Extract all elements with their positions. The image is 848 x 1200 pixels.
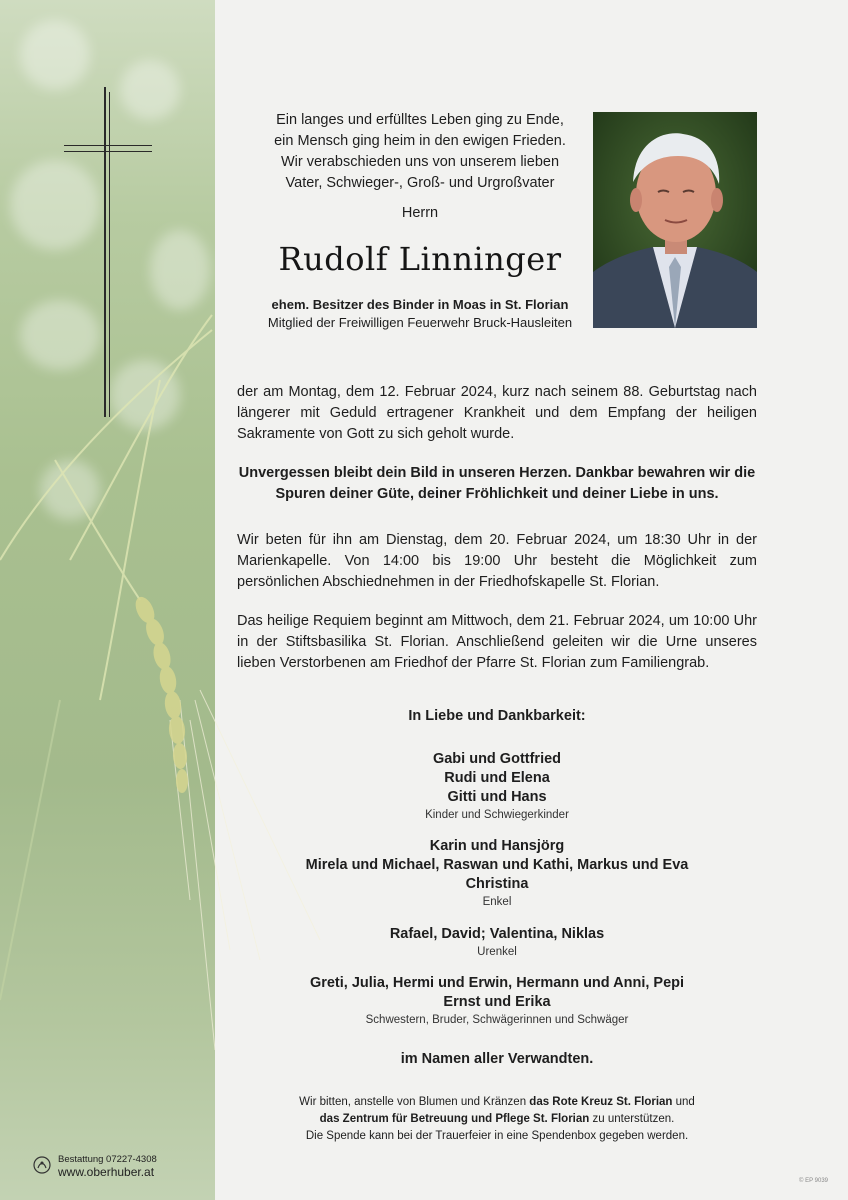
death-notice-paragraph: der am Montag, dem 12. Februar 2024, kurz nach seinem 88. Geburtstag nach längerer mit Geduld ertragener Krankheit und dem Empfang der heiligen Sakramente von Gott zu sich geholt wurde. (237, 384, 757, 442)
intro-line: ein Mensch ging heim in den ewigen Frieden. (274, 133, 566, 149)
donation-line (237, 1111, 757, 1128)
request-text: und (672, 1096, 695, 1108)
bokeh-light (20, 300, 100, 370)
donation-line: Die Spende kann bei der Trauerfeier in eine Spendenbox gegeben werden. (305, 1130, 689, 1142)
salutation: Herrn (401, 205, 439, 221)
funeral-home-website[interactable]: www.oberhuber.at (58, 1165, 155, 1179)
request-text: zu unterstützen. (589, 1113, 675, 1125)
request-text: Wir bitten, anstelle von Blumen und Kränzen (299, 1096, 530, 1108)
relation-label: Schwestern, Bruder, Schwägerinnen und Schwäger (365, 1014, 629, 1026)
mourners-heading: In Liebe und Dankbarkeit: (408, 708, 586, 724)
intro-verse (235, 110, 605, 194)
obituary-main (215, 0, 848, 1200)
funeral-home-logo-icon (32, 1155, 52, 1175)
portrait-photo (593, 112, 757, 328)
print-code: © EP 9039 (799, 1178, 828, 1184)
cross-icon-bar (64, 145, 152, 146)
relation-label: Urenkel (477, 946, 517, 958)
requiem-paragraph: Das heilige Requiem beginnt am Mittwoch, dem 21. Februar 2024, um 10:00 Uhr in der Stiftsbasilika St. Florian. Anschließend geleiten wir die Urne unseres lieben Verstorbenen am Friedhof der Pfarre St. Florian zum Familiengrab. (237, 613, 757, 671)
intro-line: Ein langes und erfülltes Leben ging zu Ende, (276, 112, 564, 128)
motto-line: Unvergessen bleibt dein Bild in unseren Herzen. Dankbar bewahren wir die (238, 465, 756, 481)
prayer-service-paragraph: Wir beten für ihn am Dienstag, dem 20. Februar 2024, um 18:30 Uhr in der Marienkapelle. Von 14:00 bis 19:00 Uhr besteht die Möglichkeit zum persönlichen Abschiednehmen in der Friedhofskapelle St. Florian. (237, 532, 757, 590)
org-red-cross: das Rote Kreuz St. Florian (529, 1096, 673, 1108)
intro-line: Vater, Schwieger-, Groß- und Urgroßvater (285, 175, 555, 191)
great-grandchildren-group (237, 925, 757, 960)
bokeh-light (110, 360, 180, 430)
memorial-motto (237, 463, 757, 505)
decorative-side-panel (0, 0, 215, 1200)
mourner-names: Mirela und Michael, Raswan und Kathi, Markus und Eva (305, 857, 689, 873)
donation-line (237, 1094, 757, 1111)
mourner-names: Rafael, David; Valentina, Niklas (389, 926, 605, 942)
bokeh-light (10, 160, 100, 250)
mourner-names: Greti, Julia, Hermi und Erwin, Hermann und Anni, Pepi (309, 975, 685, 991)
org-care-center: das Zentrum für Betreuung und Pflege St. Florian (319, 1113, 590, 1125)
children-group (237, 750, 757, 823)
intro-line: Wir verabschieden uns von unserem lieben (280, 154, 560, 170)
relation-label: Enkel (482, 896, 512, 908)
mourner-names: Gitti und Hans (447, 789, 547, 805)
mourner-names: Rudi und Elena (444, 770, 550, 786)
funeral-home-footer (58, 1154, 157, 1178)
relation-label: Kinder und Schwiegerkinder (425, 809, 569, 821)
cross-icon (104, 87, 106, 417)
mourner-names: Ernst und Erika (443, 994, 551, 1010)
bokeh-light (120, 60, 180, 120)
bokeh-light (20, 20, 90, 90)
deceased-name: Rudolf Linninger (278, 240, 562, 278)
closing-line: im Namen aller Verwandten. (400, 1051, 594, 1067)
mourner-names: Christina (465, 876, 529, 892)
motto-line: Spuren deiner Güte, deiner Fröhlichkeit und deiner Liebe in uns. (275, 486, 719, 502)
cross-icon-line (109, 92, 110, 417)
grandchildren-group (237, 837, 757, 910)
mourner-names: Karin und Hansjörg (429, 838, 565, 854)
cross-icon-bar (64, 151, 152, 152)
siblings-group (237, 974, 757, 1028)
deceased-membership: Mitglied der Freiwilligen Feuerwehr Bruck-Hausleiten (267, 315, 573, 330)
donation-request (237, 1094, 757, 1145)
deceased-role: ehem. Besitzer des Binder in Moas in St. Florian (271, 297, 569, 312)
mourner-names: Gabi und Gottfried (432, 751, 562, 767)
bokeh-light (40, 460, 100, 520)
bokeh-light (150, 230, 210, 310)
funeral-home-phone: Bestattung 07227-4308 (58, 1154, 157, 1165)
